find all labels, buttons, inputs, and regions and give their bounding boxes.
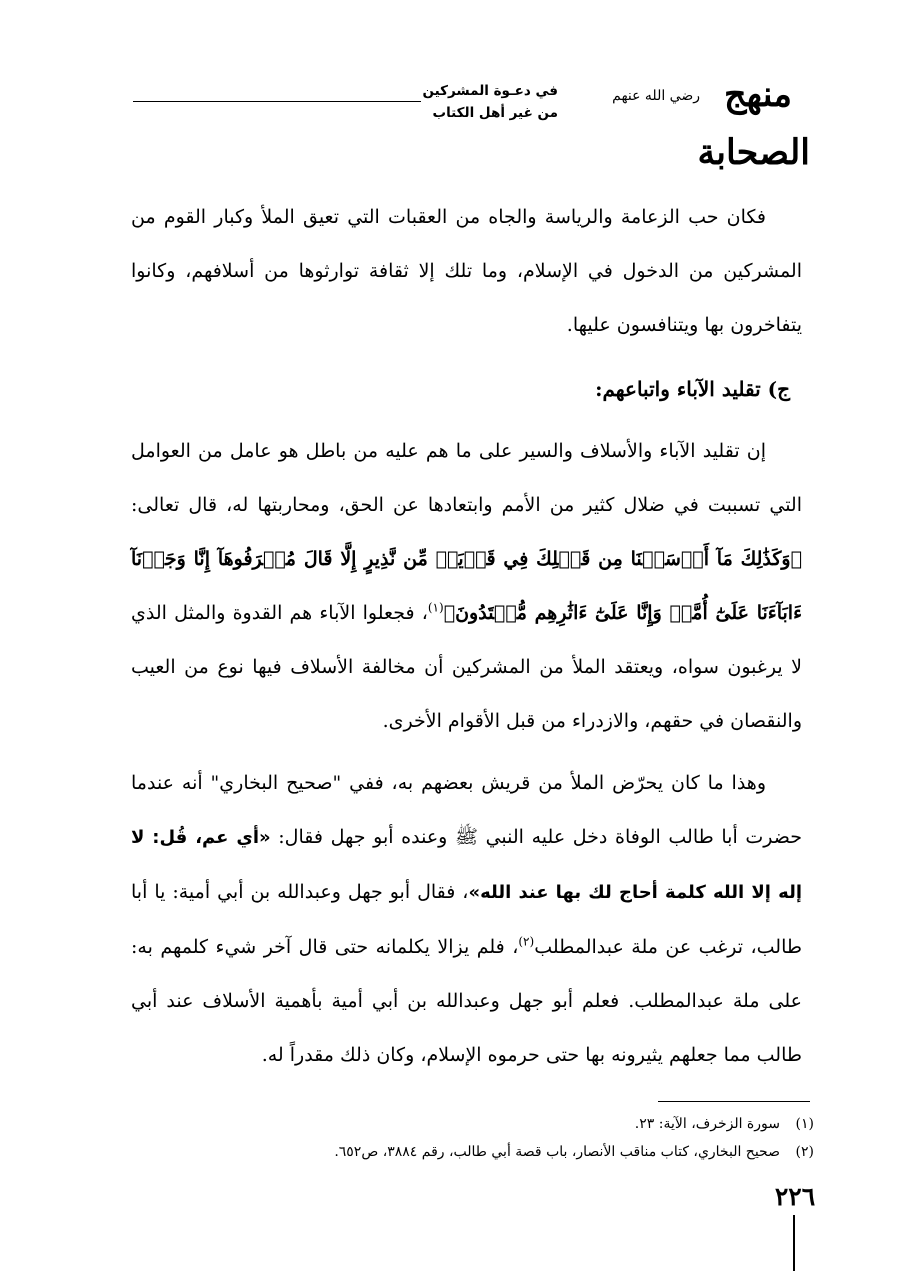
footnote-1 <box>114 1110 814 1138</box>
paragraph-2 <box>131 424 802 748</box>
body-text <box>131 190 802 1082</box>
subtitle-line-1: في دعـوة المشركين <box>422 83 558 99</box>
margin-rule <box>793 1215 795 1271</box>
footnote-ref-2: (٢) <box>518 934 535 949</box>
paragraph-3-intro: وهذا ما كان يحرّض الملأ من قريش بعضهم به، ففي "صحيح البخاري" أنه عندما حضرت أبا طالب الوفاة دخل عليه النبي ﷺ وعنده أبو جهل فقال: <box>131 772 802 848</box>
book-logo: منهج الصحابة <box>697 74 810 173</box>
footnotes <box>114 1110 814 1166</box>
paragraph-1: فكان حب الزعامة والرياسة والجاه من العقبات التي تعيق الملأ وكبار القوم من المشركين من الدخول في الإسلام، وما تلك إلا ثقافة توارثوها من أسلافهم، وكانوا يتفاخرون بها ويتنافسون عليها. <box>131 206 802 336</box>
footnote-rule <box>658 1101 810 1102</box>
footnote-text: سورة الزخرف، الآية: ٢٣. <box>634 1116 780 1132</box>
paragraph-2-rest: ، فجعلوا الآباء هم القدوة والمثل الذي لا يرغبون سواه، ويعتقد الملأ من المشركين أن مخالفة الأسلاف فيها نوع من العيب والنقصان في حقهم، والازدراء من قبل الأقوام الأخرى. <box>131 602 802 732</box>
footnote-number: (٢) <box>795 1144 814 1160</box>
paragraph-2-intro: إن تقليد الآباء والأسلاف والسير على ما هم عليه من باطل هو عامل من العوامل التي تسببت في ضلال كثير من الأمم وابتعادها عن الحق، ومحاربتها له، قال تعالى: <box>131 440 802 516</box>
footnote-text: صحيح البخاري، كتاب مناقب الأنصار، باب قصة أبي طالب، رقم ٣٨٨٤، ص٦٥٢. <box>334 1144 780 1160</box>
subtitle-line-2: من غير أهل الكتاب <box>432 105 558 121</box>
header-rule <box>133 101 421 102</box>
header-subtitle <box>408 80 558 124</box>
honorific-mark: رضي الله عنهم <box>612 88 700 104</box>
paragraph-3 <box>131 756 802 1082</box>
paragraph-3-middle: ، فقال أبو جهل وعبدالله بن أبي أمية: يا أبا طالب، ترغب عن ملة عبدالمطلب <box>131 881 802 958</box>
footnote-2 <box>114 1138 814 1166</box>
section-heading: ج) تقليد الآباء واتباعهم: <box>595 377 790 401</box>
page-number: ٢٢٦ <box>774 1182 816 1211</box>
paragraph-3-rest: ، فلم يزالا يكلمانه حتى قال آخر شيء كلمهم به: على ملة عبدالمطلب. فعلم أبو جهل وعبدالله بن أبي أمية بأهمية الأسلاف عند أبي طالب مما جعلهم يثيرونه بها حتى حرموه الإسلام، وكان ذلك مقدراً له. <box>131 936 802 1066</box>
quran-verse: ﴿وَكَذَٰلِكَ مَآ أَرۡسَلۡنَا مِن قَبۡلِكَ فِي قَرۡيَةٖ مِّن نَّذِيرٍ إِلَّا قَالَ مُتۡرَفُوهَآ إِنَّا وَجَدۡنَآ ءَابَآءَنَا عَلَىٰٓ أُمَّةٖ وَإِنَّا عَلَىٰٓ ءَاثَٰرِهِم مُّقۡتَدُونَ﴾ <box>131 548 803 624</box>
footnote-number: (١) <box>795 1116 814 1132</box>
footnote-ref-1: (١) <box>427 600 444 615</box>
hadith-quote: «أي عم، قُل: لا إله إلا الله كلمة أحاج لك بها عند الله» <box>131 827 802 903</box>
